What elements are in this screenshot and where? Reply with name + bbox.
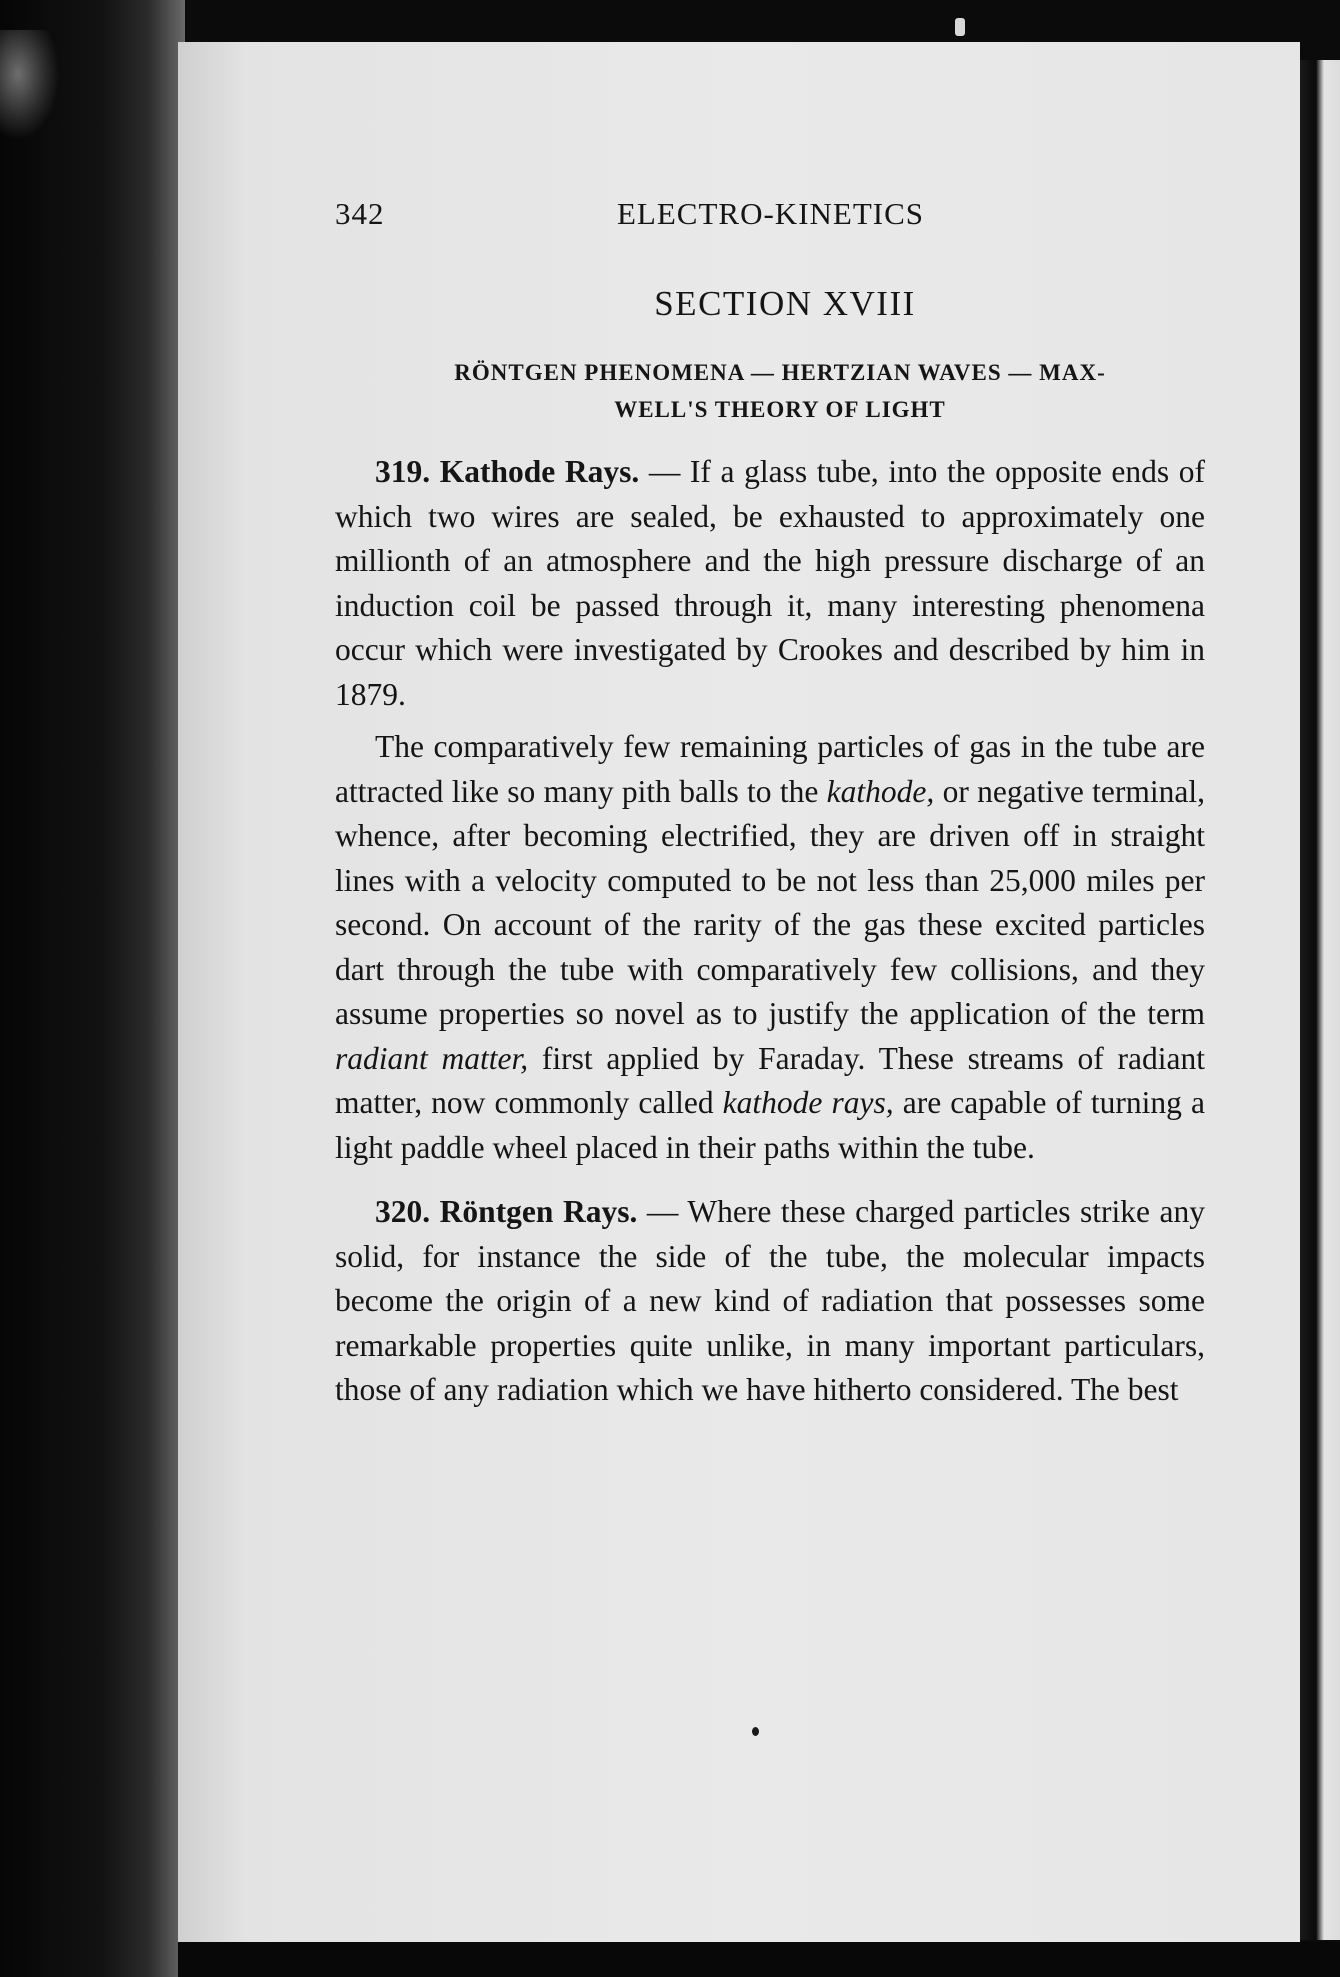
scan-artifact-top: [955, 18, 965, 36]
book-binding: [0, 0, 185, 1977]
article-text: — Where these charged particles strike any solid, for instance the side of the tube, the molecular impacts become the origin of a new kind of radiation that possesses some remarkable properties quite unlike, in many important particulars, those of any radiation which we have hitherto considered. The best: [335, 1194, 1206, 1407]
page-number: 342: [335, 196, 385, 231]
text-run: or negative terminal, whence, after becoming electrified, they are driven off in straight lines with a velocity computed to be not less than 25,000 miles per second. On account of the rarity of the gas these excited particles dart through the tube with comparatively few collisions, and they assume properties so novel as to justify the application of the term: [335, 773, 1205, 1031]
next-page-edge: [1300, 60, 1340, 1940]
article-title: Röntgen Rays.: [439, 1194, 638, 1229]
italic-term: kathode rays,: [722, 1085, 894, 1120]
text-run: The comparatively few remaining particles of gas in the tube are attracted like so many pith balls to the: [335, 729, 1205, 809]
article-319-paragraph-1: [335, 450, 1205, 717]
article-320-paragraph-1: [335, 1190, 1205, 1413]
section-subtitle-line-2: WELL'S THEORY OF LIGHT: [614, 397, 946, 422]
running-head: [335, 186, 1205, 246]
section-heading: SECTION XVIII: [654, 284, 916, 323]
text-run: are capable of turning a light paddle wheel placed in their paths within the tube.: [335, 1085, 1205, 1165]
article-title: Kathode Rays.: [439, 454, 640, 489]
running-title: ELECTRO-KINETICS: [617, 196, 925, 231]
italic-term: radiant matter,: [335, 1040, 529, 1076]
page-content: [335, 186, 1205, 1413]
article-319-paragraph-2: [335, 725, 1205, 1170]
scan-artifact: [0, 30, 60, 140]
article-number: 319.: [375, 454, 431, 489]
text-run: first applied by Faraday. These streams of radiant matter, now commonly called: [335, 1040, 1205, 1120]
bottom-shadow: [178, 1942, 1340, 1977]
page-mark: [752, 1727, 759, 1736]
article-number: 320.: [375, 1194, 431, 1229]
section-subtitle: [355, 354, 1205, 428]
section-subtitle-line-1: RÖNTGEN PHENOMENA — HERTZIAN WAVES — MAX-: [454, 360, 1106, 385]
italic-term: kathode,: [826, 773, 935, 809]
article-text: — If a glass tube, into the opposite ends of which two wires are sealed, be exhausted to approximately one millionth of an atmosphere and the high pressure discharge of an induction coil be passed through it, many interesting phenomena occur which were investigated by Crookes and described by him in 1879.: [335, 454, 1206, 712]
